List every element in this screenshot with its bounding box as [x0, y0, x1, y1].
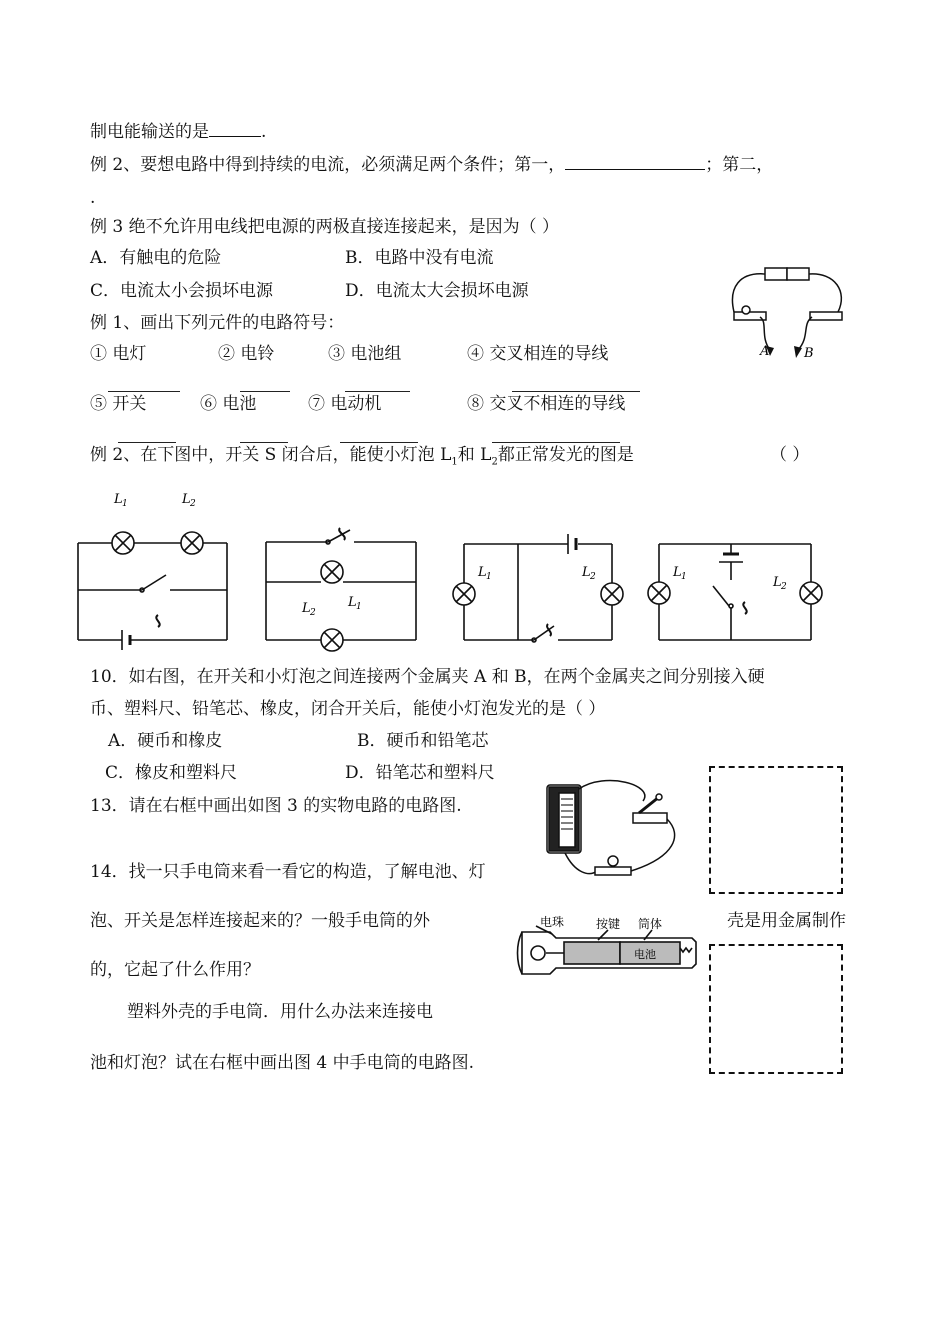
line-1-text: 制电能输送的是: [90, 122, 209, 142]
question-end: 都正常发光的图是: [497, 445, 634, 465]
answer-blank[interactable]: [209, 120, 261, 137]
example-2-line: [90, 153, 773, 176]
figure-3-physical-circuit: [535, 775, 685, 885]
l2-label: L: [582, 565, 591, 580]
underline: [340, 442, 418, 443]
question-14-line-2: 泡、开关是怎样连接起来的？一般手电筒的外: [90, 911, 430, 931]
symbol-item-crossed-wires: ⑧ 交叉不相连的导线: [467, 394, 626, 414]
symbol-item-connected-wires: ④ 交叉相连的导线: [467, 344, 609, 364]
l2-sub: 2: [590, 572, 596, 582]
symbol-item-bell: ② 电铃: [218, 344, 275, 364]
symbol-item-lamp: ① 电灯: [90, 344, 147, 364]
question-14-line-5: 池和灯泡？试在右框中画出图 4 中手电筒的电路图.: [90, 1053, 475, 1073]
q10-option-c: C．橡皮和塑料尺: [105, 763, 238, 783]
underline: [492, 442, 620, 443]
symbol-item-switch: ⑤ 开关: [90, 394, 147, 414]
example-3-question: 例 3 绝不允许用电线把电源的两极直接连接起来，是因为（ ）: [90, 217, 560, 237]
circuit-diagram-d: [645, 530, 830, 655]
l2-sub: 2: [781, 582, 787, 592]
example-2-second: ；第二，: [705, 155, 774, 175]
symbol-item-motor: ⑦ 电动机: [308, 394, 382, 414]
question-10-line-1: 10．如右图，在开关和小灯泡之间连接两个金属夹 A 和 B，在两个金属夹之间分别接入硬: [90, 667, 765, 687]
figure-4-flashlight: [512, 912, 702, 982]
line-1-end: .: [261, 122, 267, 142]
l2-sub: 2: [310, 608, 316, 618]
clip-circuit-figure: [720, 262, 850, 362]
button-label: 按键: [596, 917, 621, 931]
question-14-line-4: 塑料外壳的手电筒．用什么办法来连接电: [127, 1002, 433, 1022]
underline: [108, 391, 180, 392]
answer-parentheses[interactable]: （ ）: [770, 445, 810, 465]
q10-option-d: D．铅笔芯和塑料尺: [345, 763, 495, 783]
question-text: 例 2、在下图中，开关 S 闭合后，能使小灯泡 L: [90, 445, 452, 465]
underline: [512, 391, 640, 392]
example-2-text: 例 2、要想电路中得到持续的电流，必须满足两个条件；第一，: [90, 155, 566, 175]
question-and: 和 L: [457, 445, 492, 465]
question-14-line-2-right: 壳是用金属制作: [727, 911, 846, 931]
l1-sub: 1: [356, 602, 362, 612]
example-1-heading: 例 1、画出下列元件的电路符号：: [90, 313, 345, 333]
option-a: A．有触电的危险: [90, 248, 222, 268]
q10-option-a: A．硬币和橡皮: [108, 731, 223, 751]
q10-option-b: B．硬币和铅笔芯: [357, 731, 489, 751]
subscript-2: 2: [491, 456, 498, 468]
circuit-diagram-c: [450, 520, 630, 655]
l1-label: L: [348, 595, 357, 610]
subscript-1: 1: [451, 456, 458, 468]
l1-label: L: [114, 492, 123, 507]
option-c: C．电流太小会损坏电源: [90, 281, 274, 301]
answer-blank-first[interactable]: [565, 153, 705, 170]
l2-label: L: [302, 601, 311, 616]
line-1: [90, 120, 266, 143]
l1-sub: 1: [681, 572, 687, 582]
answer-box-q14[interactable]: [709, 944, 843, 1074]
underline: [240, 391, 290, 392]
l2-label: L: [182, 492, 191, 507]
question-14-line-3: 的，它起了什么作用？: [90, 960, 260, 980]
question-10-line-2: 币、塑料尺、铅笔芯、橡皮，闭合开关后，能使小灯泡发光的是（ ）: [90, 699, 606, 719]
question-13: 13．请在右框中画出如图 3 的实物电路的电路图.: [90, 796, 462, 816]
bulb-label: 电珠: [540, 915, 565, 929]
l1-label: L: [673, 565, 682, 580]
circuit-diagram-a: [70, 485, 240, 655]
l2-label: L: [773, 575, 782, 590]
question-14-line-1: 14．找一只手电筒来看一看它的构造，了解电池、灯: [90, 862, 486, 882]
clip-a-label: A: [760, 344, 770, 359]
option-d: D．电流太大会损坏电源: [345, 281, 529, 301]
underline: [118, 442, 176, 443]
l1-label: L: [478, 565, 487, 580]
l1-sub: 1: [486, 572, 492, 582]
example-2-circuit-question: [90, 444, 634, 473]
option-b: B．电路中没有电流: [345, 248, 494, 268]
symbol-item-battery-pack: ③ 电池组: [328, 344, 402, 364]
l2-sub: 2: [190, 499, 196, 509]
circuit-diagram-b: [258, 520, 428, 655]
barrel-label: 筒体: [638, 917, 663, 931]
battery-label: 电池: [634, 949, 656, 961]
l1-sub: 1: [122, 499, 128, 509]
symbol-item-cell: ⑥ 电池: [200, 394, 257, 414]
clip-b-label: B: [804, 346, 814, 361]
underline: [240, 442, 288, 443]
underline: [345, 391, 410, 392]
example-2-end: .: [90, 188, 96, 208]
answer-box-q13[interactable]: [709, 766, 843, 894]
